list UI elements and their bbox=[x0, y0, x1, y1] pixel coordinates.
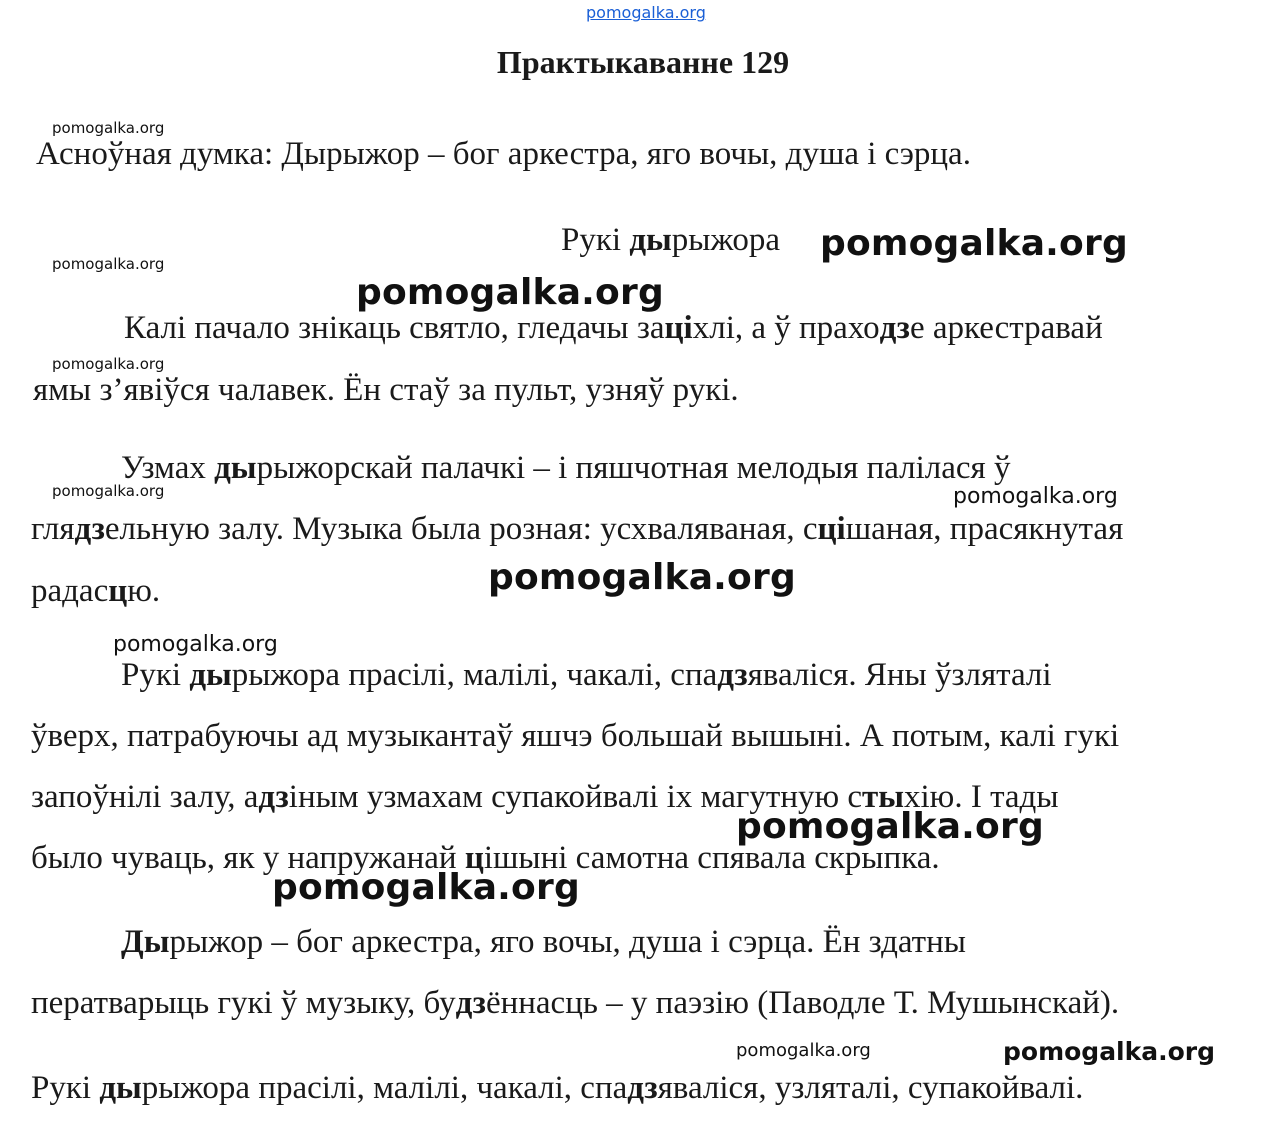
watermark-small: pomogalka.org bbox=[113, 632, 278, 657]
paragraph2-line3: радасцю. bbox=[31, 573, 161, 609]
paragraph1-line1: Калі пачало знікаць святло, гледачы заціхлі, а ў праходзе аркестравай bbox=[124, 310, 1103, 346]
watermark-big: pomogalka.org bbox=[820, 223, 1128, 264]
watermark-big: pomogalka.org bbox=[1003, 1037, 1216, 1066]
paragraph3-line2: ўверх, патрабуючы ад музыкантаў яшчэ большай вышыні. А потым, калі гукі bbox=[31, 718, 1120, 754]
watermark-small: pomogalka.org bbox=[52, 482, 165, 500]
main-idea: Асноўная думка: Дырыжор – бог аркестра, яго вочы, душа і сэрца. bbox=[36, 136, 971, 172]
page-title: Практыкаванне 129 bbox=[496, 44, 790, 80]
paragraph2-line1: Узмах дырыжорскай палачкі – і пяшчотная мелодыя палілася ў bbox=[121, 450, 1011, 486]
paragraph4-line2: ператварыць гукі ў музыку, будзённасць – у паэзію (Паводле Т. Мушынскай). bbox=[31, 985, 1120, 1021]
paragraph3-line4: было чуваць, як у напружанай цішыні самотна спявала скрыпка. bbox=[31, 840, 940, 876]
watermark-small: pomogalka.org bbox=[736, 1040, 871, 1061]
paragraph1-line2: ямы з’явіўся чалавек. Ён стаў за пульт, узняў рукі. bbox=[33, 372, 739, 408]
text-title: Рукі дырыжора bbox=[561, 222, 781, 258]
final-line: Рукі дырыжора прасілі, малілі, чакалі, спадзяваліся, узляталі, супакойвалі. bbox=[31, 1070, 1084, 1106]
paragraph4-line1: Дырыжор – бог аркестра, яго вочы, душа і сэрца. Ён здатны bbox=[121, 924, 966, 960]
watermark-small: pomogalka.org bbox=[52, 119, 165, 137]
watermark-small: pomogalka.org bbox=[52, 255, 165, 273]
watermark-big: pomogalka.org bbox=[272, 867, 580, 908]
watermark-small: pomogalka.org bbox=[52, 355, 165, 373]
watermark-big: pomogalka.org bbox=[736, 806, 1044, 847]
paragraph3-line3: запоўнілі залу, адзіным узмахам супакойвалі іх магутную стыхію. І тады bbox=[31, 779, 1059, 815]
paragraph2-line2: глядзельную залу. Музыка была розная: усхваляваная, сцішаная, прасякнутая bbox=[31, 511, 1124, 547]
watermark-big: pomogalka.org bbox=[356, 272, 664, 313]
watermark-small: pomogalka.org bbox=[953, 484, 1118, 509]
site-link[interactable]: pomogalka.org bbox=[586, 3, 706, 22]
watermark-big: pomogalka.org bbox=[488, 557, 796, 598]
paragraph3-line1: Рукі дырыжора прасілі, малілі, чакалі, спадзяваліся. Яны ўзляталі bbox=[121, 657, 1052, 693]
